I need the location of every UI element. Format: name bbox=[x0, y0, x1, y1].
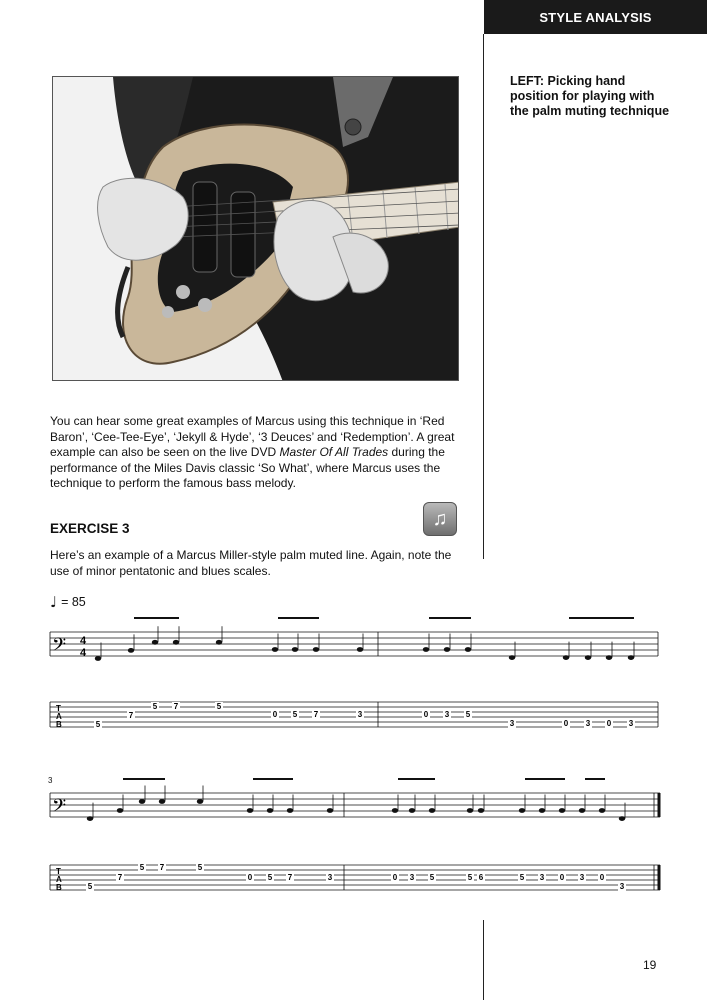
note-head bbox=[128, 648, 134, 653]
tab-number: 5 bbox=[519, 873, 525, 882]
tab-label: A bbox=[56, 712, 62, 721]
exercise-title: EXERCISE 3 bbox=[50, 521, 130, 536]
tab-number: 3 bbox=[509, 719, 515, 728]
note-head bbox=[392, 808, 398, 813]
tab-label: A bbox=[56, 875, 62, 884]
caption-text: Picking hand position for playing with the palm muting technique bbox=[510, 74, 670, 118]
note-head bbox=[159, 799, 165, 804]
tempo-value: = 85 bbox=[61, 595, 86, 609]
system-number: 3 bbox=[48, 776, 53, 785]
note-head bbox=[563, 655, 569, 660]
note-head bbox=[628, 655, 634, 660]
tab-number: 0 bbox=[392, 873, 398, 882]
tab-number: 7 bbox=[117, 873, 123, 882]
body-text-a: You can hear some great examples of Marcus using this technique in ‘Red Baron’, ‘Cee-Tee-Eye’, ‘Jekyll & Hyde’, ‘3 Deuces’ and ‘Redemption’. A great example can also be seen on the live DVD bbox=[50, 414, 455, 460]
body-text-b: during the performance of the Miles Davis classic ‘So What’, where Marcus uses the technique to perform the famous bass melody. bbox=[50, 445, 445, 491]
tab-number: 7 bbox=[159, 863, 165, 872]
tab-number: 0 bbox=[599, 873, 605, 882]
tab-number: 0 bbox=[423, 710, 429, 719]
note-head bbox=[152, 640, 158, 645]
note-head bbox=[478, 808, 484, 813]
note-head bbox=[599, 808, 605, 813]
tempo-marking bbox=[50, 593, 86, 611]
photo-caption bbox=[510, 74, 670, 119]
tab-number: 3 bbox=[619, 882, 625, 891]
tab-number: 5 bbox=[292, 710, 298, 719]
tab-number: 0 bbox=[559, 873, 565, 882]
tab-number: 3 bbox=[579, 873, 585, 882]
note-head bbox=[409, 808, 415, 813]
tab-label: T bbox=[56, 704, 61, 713]
tab-number: 3 bbox=[444, 710, 450, 719]
tab-number: 0 bbox=[563, 719, 569, 728]
tab-number: 3 bbox=[357, 710, 363, 719]
tab-number: 3 bbox=[409, 873, 415, 882]
note-head bbox=[197, 799, 203, 804]
tab-number: 5 bbox=[95, 720, 101, 729]
tab-label: B bbox=[56, 720, 62, 729]
tab-number: 7 bbox=[128, 711, 134, 720]
exercise-description: Here’s an example of a Marcus Miller-style palm muted line. Again, note the use of minor pentatonic and blues scales. bbox=[50, 548, 452, 578]
note-head bbox=[467, 808, 473, 813]
bass-clef-icon: 𝄢 bbox=[52, 796, 67, 821]
note-head bbox=[287, 808, 293, 813]
note-head bbox=[539, 808, 545, 813]
note-head bbox=[519, 808, 525, 813]
note-head bbox=[247, 808, 253, 813]
tab-number: 3 bbox=[585, 719, 591, 728]
note-head bbox=[444, 647, 450, 652]
section-title: STYLE ANALYSIS bbox=[539, 9, 652, 25]
tab-label: T bbox=[56, 867, 61, 876]
note-head bbox=[423, 647, 429, 652]
note-head bbox=[95, 656, 101, 661]
tab-number: 7 bbox=[173, 702, 179, 711]
page-number: 19 bbox=[643, 958, 657, 972]
note-head bbox=[429, 808, 435, 813]
time-signature-top: 4 bbox=[80, 635, 87, 647]
column-divider-top bbox=[483, 34, 484, 559]
note-head bbox=[509, 655, 515, 660]
tab-number: 5 bbox=[87, 882, 93, 891]
note-head bbox=[579, 808, 585, 813]
tab-number: 5 bbox=[216, 702, 222, 711]
note-head bbox=[619, 816, 625, 821]
body-paragraph bbox=[50, 414, 470, 492]
note-head bbox=[585, 655, 591, 660]
tab-number: 0 bbox=[606, 719, 612, 728]
tab-number: 0 bbox=[272, 710, 278, 719]
bass-clef-icon: 𝄢 bbox=[52, 635, 67, 660]
bass-guitar-illustration bbox=[53, 77, 459, 381]
quarter-note-icon: ♩ bbox=[50, 593, 58, 611]
tab-number: 5 bbox=[465, 710, 471, 719]
tab-number: 5 bbox=[152, 702, 158, 711]
note-head bbox=[87, 816, 93, 821]
note-head bbox=[559, 808, 565, 813]
tab-number: 3 bbox=[628, 719, 634, 728]
tab-number: 3 bbox=[539, 873, 545, 882]
tab-number: 5 bbox=[267, 873, 273, 882]
tab-number: 6 bbox=[478, 873, 484, 882]
tab-number: 3 bbox=[327, 873, 333, 882]
caption-label: LEFT: bbox=[510, 74, 545, 88]
dvd-title: Master Of All Trades bbox=[279, 445, 389, 460]
note-head bbox=[606, 655, 612, 660]
note-head bbox=[173, 640, 179, 645]
tab-number: 7 bbox=[287, 873, 293, 882]
note-head bbox=[267, 808, 273, 813]
music-note-icon[interactable]: ♫ bbox=[423, 502, 457, 536]
note-head bbox=[313, 647, 319, 652]
note-head bbox=[465, 647, 471, 652]
note-head bbox=[139, 799, 145, 804]
tab-label: B bbox=[56, 883, 62, 892]
bass-playing-photo bbox=[52, 76, 459, 381]
section-header-tab bbox=[484, 0, 707, 34]
time-signature-bottom: 4 bbox=[80, 647, 87, 659]
tab-number: 5 bbox=[467, 873, 473, 882]
note-head bbox=[272, 647, 278, 652]
note-head bbox=[216, 640, 222, 645]
tab-number: 0 bbox=[247, 873, 253, 882]
tab-number: 7 bbox=[313, 710, 319, 719]
column-divider-bottom bbox=[483, 920, 484, 1000]
tab-number: 5 bbox=[197, 863, 203, 872]
bass-notation-score bbox=[0, 610, 707, 920]
note-head bbox=[117, 808, 123, 813]
note-head bbox=[292, 647, 298, 652]
tab-number: 5 bbox=[139, 863, 145, 872]
tab-number: 5 bbox=[429, 873, 435, 882]
note-head bbox=[327, 808, 333, 813]
note-head bbox=[357, 647, 363, 652]
